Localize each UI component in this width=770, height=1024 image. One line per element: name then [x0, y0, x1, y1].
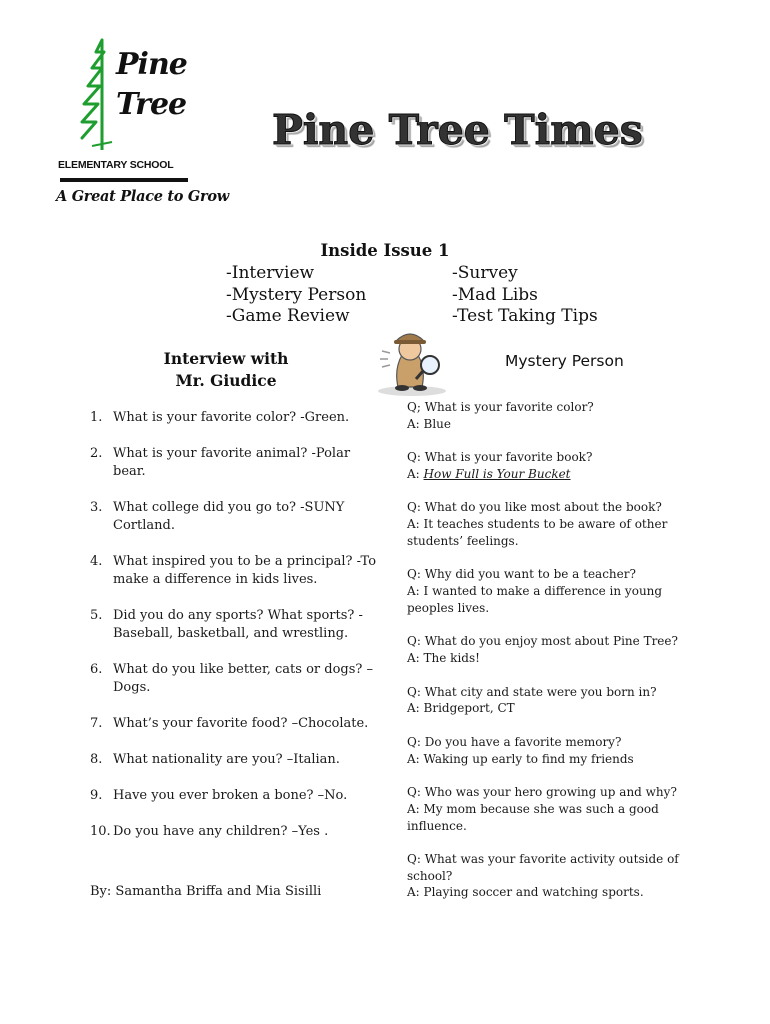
list-item: 4. What inspired you to be a principal? -To make a difference in kids lives. [90, 554, 377, 587]
question: Q: What do you like most about the book? [407, 500, 662, 515]
list-item: 2. What is your favorite animal? -Polar bear. [90, 446, 351, 479]
qa-item [407, 784, 687, 834]
detective-icon [372, 325, 458, 397]
school-logo [52, 38, 229, 218]
answer: A: Playing soccer and watching sports. [407, 885, 644, 900]
qa-item [407, 399, 687, 433]
toc-item: -Interview [226, 263, 315, 283]
question: Q: Who was your hero growing up and why? [407, 784, 677, 799]
list-item: 8. What nationality are you? –Italian. [90, 752, 340, 767]
question: Q: Why did you want to be a teacher? [407, 567, 636, 582]
list-item: 5. Did you do any sports? What sports? -Baseball, basketball, and wrestling. [90, 608, 363, 641]
mystery-qa-list [407, 399, 687, 918]
toc-left-column [226, 263, 366, 328]
qa-item [407, 633, 687, 667]
answer: A: The kids! [407, 651, 480, 666]
logo-divider [60, 178, 188, 182]
list-item: 3. What college did you go to? -SUNY Cortland. [90, 500, 345, 533]
newsletter-masthead: Pine Tree Times [272, 106, 643, 154]
logo-word-pine: Pine [116, 47, 187, 82]
qa-item [407, 566, 687, 616]
list-item: 6. What do you like better, cats or dogs? –Dogs. [90, 662, 373, 695]
qa-item [407, 499, 687, 549]
logo-word-tree: Tree [116, 87, 187, 122]
answer: A: Bridgeport, CT [407, 701, 515, 716]
answer: A: Waking up early to find my friends [407, 751, 634, 766]
qa-item [407, 851, 687, 901]
qa-item [407, 449, 687, 483]
toc-item: -Game Review [226, 306, 350, 326]
answer: A: It teaches students to be aware of other students’ feelings. [407, 517, 668, 548]
list-item: 1. What is your favorite color? -Green. [90, 410, 350, 425]
answer: A: I wanted to make a difference in young peoples lives. [407, 584, 663, 615]
interview-heading-line1: Interview with [163, 349, 289, 368]
question: Q: What is your favorite book? [407, 450, 593, 465]
logo-school-name: ELEMENTARY SCHOOL [58, 159, 174, 171]
list-item: 7. What’s your favorite food? –Chocolate. [90, 716, 369, 731]
answer: A: My mom because she was such a good influence. [407, 801, 659, 833]
toc-item: -Mystery Person [226, 284, 367, 305]
question: Q: What do you enjoy most about Pine Tree? [407, 634, 678, 649]
question: Q; What is your favorite color? [407, 400, 594, 414]
mystery-person-heading: Mystery Person [505, 352, 624, 370]
question: Q: Do you have a favorite memory? [407, 734, 622, 749]
toc-item: -Survey [452, 263, 518, 283]
interview-heading [140, 348, 312, 392]
interview-heading-line2: Mr. Giudice [175, 371, 277, 390]
qa-item [407, 684, 687, 718]
toc-item: -Test Taking Tips [452, 306, 598, 326]
pine-tree-icon [52, 38, 122, 158]
question: Q: What was your favorite activity outside of school? [407, 851, 679, 883]
answer: A: How Full is Your Bucket [407, 466, 571, 481]
logo-tagline: A Great Place to Grow [56, 188, 229, 205]
list-item: 10. Do you have any children? –Yes . [90, 824, 329, 839]
toc-item: -Mad Libs [452, 284, 538, 305]
interview-question-list [90, 409, 380, 859]
list-item: 9. Have you ever broken a bone? –No. [90, 788, 348, 803]
answer: A: Blue [407, 416, 452, 431]
book-title: How Full is Your Bucket [423, 466, 571, 481]
question: Q: What city and state were you born in? [407, 684, 657, 699]
byline: By: Samantha Briffa and Mia Sisilli [90, 884, 322, 899]
inside-issue-heading: Inside Issue 1 [320, 241, 450, 260]
qa-item [407, 734, 687, 768]
toc-right-column [452, 263, 598, 328]
